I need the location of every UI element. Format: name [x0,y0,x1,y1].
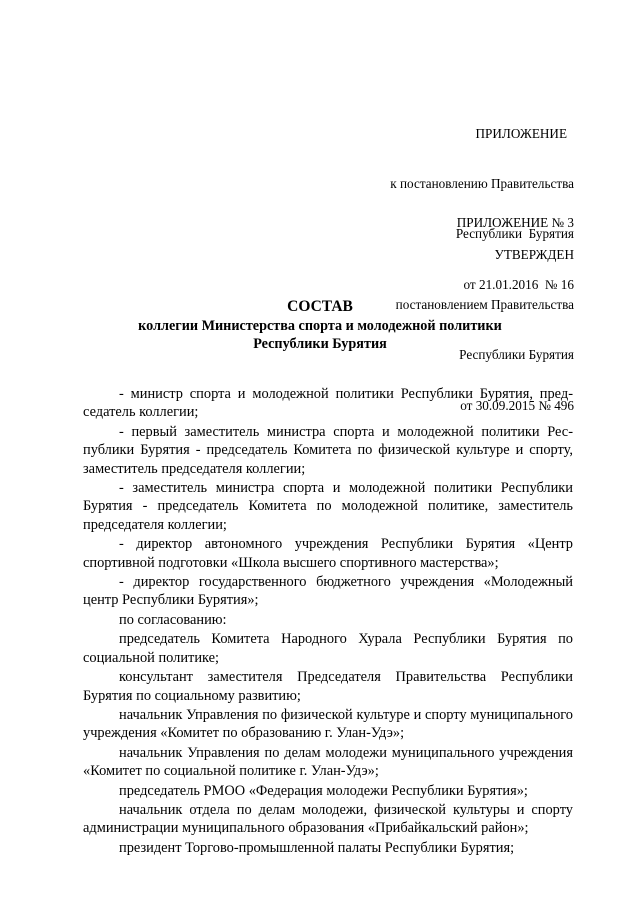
appendix-date-line: от 21.01.2016 № 16 [463,276,574,292]
members-list [83,385,573,858]
agreement-label: по согласованию: [119,611,227,628]
approved-resolution-line: постановлением Правительства [395,296,574,312]
title-line-3: Республики Бурятия [253,336,387,352]
list-item: председатель РМОО «Федерация молодежи Республики Бурятия»; [119,782,528,799]
appendix-republic-line: Республики Бурятия [455,226,574,242]
approved-label: УТВЕРЖДЕН [494,246,574,262]
list-item: - директор государственного бюджетного учреждения «Молодежный центр Республики Бурятия»; [83,574,573,609]
approved-republic-line: Республики Бурятия [459,347,574,363]
list-item: - заместитель министра спорта и молодежной политики Республики Бурятия - председатель Комитета по молодежной политике, заместитель председателя коллегии; [83,480,573,533]
list-item: - директор автономного учреждения Республики Бурятия «Центр спортивной подготовки «Школа высшего спортивного мастерства»; [83,536,573,571]
list-item: начальник отдела по делам молодежи, физической культуры и спорту администрации муниципального образования «Прибайкальский район»; [83,801,573,837]
list-item: председатель Комитета Народного Хурала Республики Бурятия по социальной политике; [83,631,573,666]
approved-date-line: от 30.09.2015 № 496 [460,397,574,413]
appendix-3-label: ПРИЛОЖЕНИЕ № 3 [456,214,574,230]
list-item: консультант заместителя Председателя Правительства Республики Бурятия по социальному развитию; [83,669,573,704]
appendix-resolution-line: к постановлению Правительства [390,175,574,191]
document-title [0,297,640,353]
list-item: начальник Управления по делам молодежи муниципального учреждения «Комитет по социальной политике г. Улан-Удэ»; [83,744,573,780]
appendix-label: ПРИЛОЖЕНИЕ [475,125,567,141]
title-main: СОСТАВ [287,298,353,315]
list-item: президент Торгово-промышленной палаты Республики Бурятия; [119,839,515,856]
title-line-2: коллегии Министерства спорта и молодежной политики [138,318,502,334]
list-item: - первый заместитель министра спорта и молодежной политики Республики Бурятия - председатель Комитета по физической культуре и спорту, заместитель председателя коллегии; [83,423,573,477]
list-item: начальник Управления по физической культуре и спорту муниципального учреждения «Комитет по образованию г. Улан-Удэ»; [83,706,573,742]
list-item: - министр спорта и молодежной политики Республики Бурятия, председатель коллегии; [83,386,573,421]
